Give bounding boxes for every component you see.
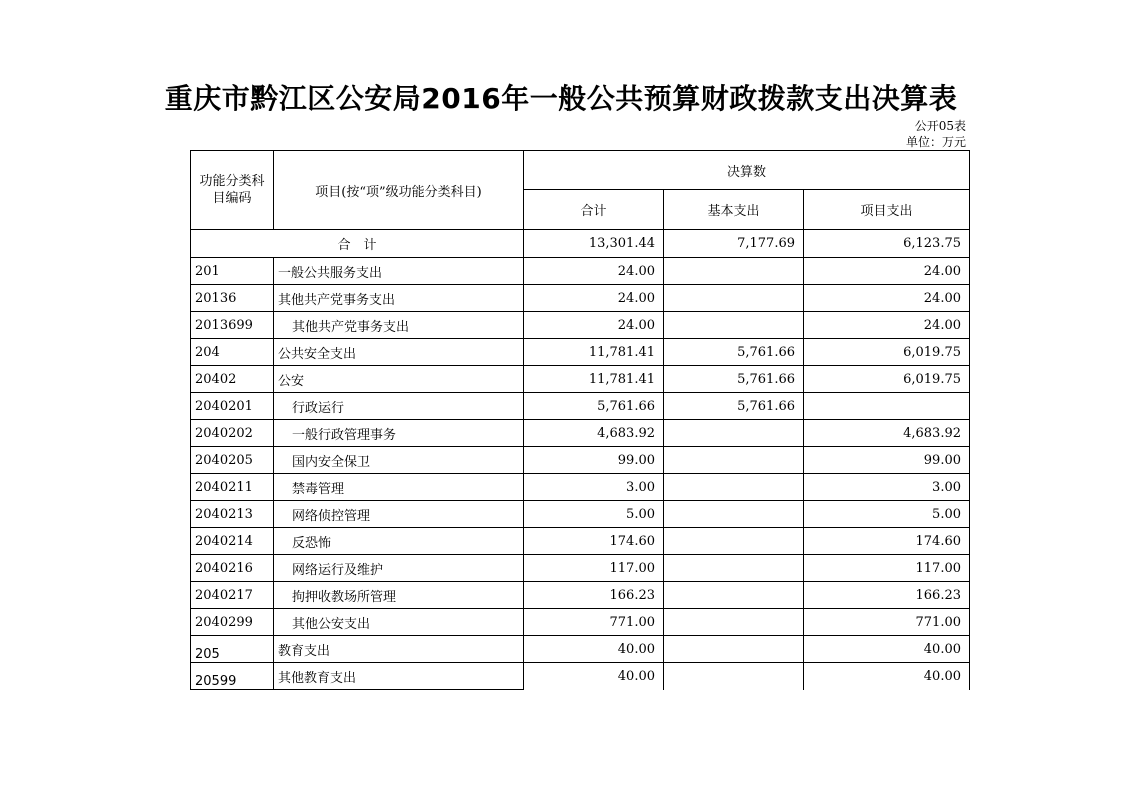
total-basic: 7,177.69 — [664, 230, 804, 258]
row-total: 5.00 — [524, 501, 664, 528]
row-total: 24.00 — [524, 258, 664, 285]
table-row — [191, 285, 970, 312]
row-total: 24.00 — [524, 312, 664, 339]
table-row — [191, 393, 970, 420]
row-basic — [664, 312, 804, 339]
total-sum: 13,301.44 — [524, 230, 664, 258]
row-item-name: 公安 — [274, 366, 524, 393]
row-project: 771.00 — [804, 609, 970, 636]
row-item-name: 其他公安支出 — [274, 609, 524, 636]
form-number: 公开05表 — [914, 119, 966, 133]
header-project: 项目支出 — [804, 190, 970, 230]
row-basic — [664, 285, 804, 312]
row-code: 20136 — [191, 285, 274, 312]
row-total: 40.00 — [524, 636, 664, 663]
table-row — [191, 474, 970, 501]
row-project: 3.00 — [804, 474, 970, 501]
row-total: 40.00 — [524, 663, 664, 690]
row-basic — [664, 447, 804, 474]
row-basic — [664, 528, 804, 555]
row-project: 4,683.92 — [804, 420, 970, 447]
header-basic: 基本支出 — [664, 190, 804, 230]
row-code: 2040211 — [191, 474, 274, 501]
row-code: 2013699 — [191, 312, 274, 339]
table-row — [191, 663, 970, 690]
row-code: 2040213 — [191, 501, 274, 528]
row-item-name: 网络侦控管理 — [274, 501, 524, 528]
row-basic: 5,761.66 — [664, 339, 804, 366]
table-row — [191, 420, 970, 447]
table-row — [191, 528, 970, 555]
row-code: 2040216 — [191, 555, 274, 582]
row-code: 20599 — [191, 663, 274, 690]
row-code: 201 — [191, 258, 274, 285]
table-row — [191, 312, 970, 339]
row-project — [804, 393, 970, 420]
row-code: 205 — [191, 636, 274, 663]
row-total: 771.00 — [524, 609, 664, 636]
row-code: 2040217 — [191, 582, 274, 609]
total-project: 6,123.75 — [804, 230, 970, 258]
row-code: 2040202 — [191, 420, 274, 447]
budget-table — [190, 150, 970, 690]
row-total: 174.60 — [524, 528, 664, 555]
table-row — [191, 609, 970, 636]
row-project: 6,019.75 — [804, 366, 970, 393]
row-project: 40.00 — [804, 663, 970, 690]
unit-label: 单位：万元 — [905, 135, 966, 149]
row-code: 2040205 — [191, 447, 274, 474]
row-total: 11,781.41 — [524, 366, 664, 393]
table-row — [191, 582, 970, 609]
row-basic — [664, 609, 804, 636]
row-project: 24.00 — [804, 258, 970, 285]
row-code: 2040299 — [191, 609, 274, 636]
header-code: 功能分类科目编码 — [191, 151, 274, 230]
row-basic — [664, 555, 804, 582]
row-code: 20402 — [191, 366, 274, 393]
row-total: 24.00 — [524, 285, 664, 312]
row-item-name: 拘押收教场所管理 — [274, 582, 524, 609]
row-project: 24.00 — [804, 312, 970, 339]
row-item-name: 公共安全支出 — [274, 339, 524, 366]
row-total: 5,761.66 — [524, 393, 664, 420]
row-total: 166.23 — [524, 582, 664, 609]
row-code: 2040214 — [191, 528, 274, 555]
table-row — [191, 636, 970, 663]
row-item-name: 国内安全保卫 — [274, 447, 524, 474]
row-item-name: 其他共产党事务支出 — [274, 312, 524, 339]
row-basic — [664, 420, 804, 447]
row-code: 2040201 — [191, 393, 274, 420]
row-item-name: 禁毒管理 — [274, 474, 524, 501]
table-row — [191, 258, 970, 285]
row-project: 117.00 — [804, 555, 970, 582]
row-item-name: 其他教育支出 — [274, 663, 524, 690]
row-item-name: 一般行政管理事务 — [274, 420, 524, 447]
report-title: 重庆市黔江区公安局2016年一般公共预算财政拨款支出决算表 — [164, 82, 958, 115]
row-project: 174.60 — [804, 528, 970, 555]
row-item-name: 行政运行 — [274, 393, 524, 420]
table-row — [191, 339, 970, 366]
row-basic — [664, 636, 804, 663]
header-total: 合计 — [524, 190, 664, 230]
header-row-1 — [191, 151, 970, 190]
row-item-name: 反恐怖 — [274, 528, 524, 555]
row-total: 3.00 — [524, 474, 664, 501]
row-basic — [664, 474, 804, 501]
table-row — [191, 447, 970, 474]
table-row — [191, 366, 970, 393]
row-project: 24.00 — [804, 285, 970, 312]
row-basic — [664, 582, 804, 609]
row-code: 204 — [191, 339, 274, 366]
row-basic — [664, 663, 804, 690]
row-total: 99.00 — [524, 447, 664, 474]
header-amount: 决算数 — [524, 151, 970, 190]
row-basic — [664, 501, 804, 528]
row-item-name: 一般公共服务支出 — [274, 258, 524, 285]
row-basic — [664, 258, 804, 285]
row-total: 11,781.41 — [524, 339, 664, 366]
row-project: 166.23 — [804, 582, 970, 609]
row-basic: 5,761.66 — [664, 393, 804, 420]
total-label: 合 计 — [191, 230, 524, 258]
row-item-name: 其他共产党事务支出 — [274, 285, 524, 312]
row-basic: 5,761.66 — [664, 366, 804, 393]
row-total: 117.00 — [524, 555, 664, 582]
table-row — [191, 555, 970, 582]
row-project: 6,019.75 — [804, 339, 970, 366]
row-item-name: 教育支出 — [274, 636, 524, 663]
row-project: 40.00 — [804, 636, 970, 663]
row-item-name: 网络运行及维护 — [274, 555, 524, 582]
header-item: 项目(按“项”级功能分类科目) — [274, 151, 524, 230]
row-project: 5.00 — [804, 501, 970, 528]
table-row — [191, 501, 970, 528]
total-row — [191, 230, 970, 258]
row-project: 99.00 — [804, 447, 970, 474]
row-total: 4,683.92 — [524, 420, 664, 447]
